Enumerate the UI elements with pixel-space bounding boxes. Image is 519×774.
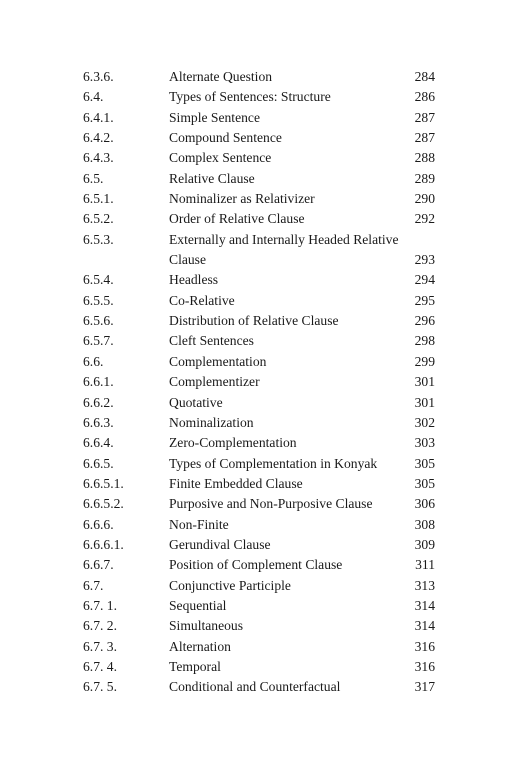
- section-number: 6.5.3.: [83, 231, 114, 247]
- page-number: 302: [414, 414, 435, 430]
- section-number: 6.6.6.: [83, 516, 114, 532]
- toc-entry: [83, 535, 443, 555]
- toc-entry: [83, 270, 443, 290]
- toc-entry: [83, 87, 443, 107]
- toc-entry: [83, 393, 443, 413]
- page-number: 309: [414, 536, 435, 552]
- section-title: Complementizer: [169, 374, 260, 390]
- section-title: Alternation: [169, 638, 231, 654]
- toc-entry: [83, 555, 443, 575]
- section-title: Types of Complementation in Konyak: [169, 455, 378, 471]
- section-title: Conjunctive Participle: [169, 577, 291, 593]
- section-title: Simultaneous: [169, 618, 244, 634]
- toc-entry: [83, 677, 443, 697]
- section-number: 6.5.7.: [83, 333, 114, 349]
- page-number: 303: [414, 435, 435, 451]
- section-title: Sequential: [169, 597, 227, 613]
- page-number: 288: [414, 150, 435, 166]
- page-number: 287: [414, 130, 435, 146]
- section-title: Distribution of Relative Clause: [169, 313, 339, 329]
- section-title: Types of Sentences: Structure: [169, 89, 331, 105]
- section-number: 6.7. 1.: [83, 597, 117, 613]
- section-title: Nominalizer as Relativizer: [169, 191, 315, 207]
- section-title: Temporal: [169, 658, 221, 674]
- section-title: Co-Relative: [169, 292, 235, 308]
- section-title: Order of Relative Clause: [169, 211, 305, 227]
- toc-entry: [83, 67, 443, 87]
- page-number: 287: [414, 109, 435, 125]
- toc-entry: [83, 230, 443, 271]
- page-number: 306: [414, 496, 435, 512]
- toc-entry: [83, 148, 443, 168]
- page-number: 284: [414, 69, 435, 84]
- section-title: Alternate Question: [169, 69, 273, 84]
- section-title: Headless: [169, 272, 219, 288]
- section-title: Nominalization: [169, 414, 254, 430]
- section-number: 6.6.2.: [83, 394, 114, 410]
- toc-entry: [83, 352, 443, 372]
- toc-entry: [83, 372, 443, 392]
- toc-entry: [83, 189, 443, 209]
- toc-entry: [83, 576, 443, 596]
- section-title: Purposive and Non-Purposive Clause: [169, 496, 373, 512]
- page-number: 305: [414, 475, 435, 491]
- section-number: 6.6.5.2.: [83, 496, 124, 512]
- page-number: 316: [414, 638, 435, 654]
- section-number: 6.6.5.1.: [83, 475, 124, 491]
- toc-entry: [83, 331, 443, 351]
- section-number: 6.6.5.: [83, 455, 114, 471]
- section-number: 6.6.4.: [83, 435, 114, 451]
- page-number: 292: [414, 211, 435, 227]
- section-number: 6.5.4.: [83, 272, 114, 288]
- page-number: 313: [414, 577, 435, 593]
- section-number: 6.4.: [83, 89, 104, 105]
- toc-entry: [83, 494, 443, 514]
- page-number: 286: [414, 89, 435, 105]
- section-number: 6.7.: [83, 577, 104, 593]
- page-number: 295: [414, 292, 435, 308]
- section-title: Complex Sentence: [169, 150, 272, 166]
- toc-entry: [83, 596, 443, 616]
- toc-entry: [83, 413, 443, 433]
- toc-entry: [83, 128, 443, 148]
- page-number: 311: [415, 557, 435, 573]
- page-number: 293: [414, 252, 435, 268]
- page-number: 296: [414, 313, 435, 329]
- toc-entry: [83, 169, 443, 189]
- section-title: Gerundival Clause: [169, 536, 271, 552]
- page-number: 299: [414, 353, 435, 369]
- section-number: 6.6.7.: [83, 557, 114, 573]
- section-title: Position of Complement Clause: [169, 557, 343, 573]
- page-number: 301: [414, 374, 435, 390]
- section-number: 6.7. 4.: [83, 658, 117, 674]
- section-number: 6.7. 3.: [83, 638, 117, 654]
- toc-entry: [83, 637, 443, 657]
- toc-entry: [83, 433, 443, 453]
- section-number: 6.5.1.: [83, 191, 114, 207]
- toc-entry: [83, 454, 443, 474]
- section-number: 6.3.6.: [83, 69, 114, 84]
- section-number: 6.7. 5.: [83, 679, 117, 695]
- toc-entry: [83, 291, 443, 311]
- table-of-contents: [83, 67, 443, 698]
- section-number: 6.4.3.: [83, 150, 114, 166]
- page-number: 314: [414, 618, 435, 634]
- section-number: 6.5.6.: [83, 313, 114, 329]
- section-title: Quotative: [169, 394, 223, 410]
- section-title: Relative Clause: [169, 170, 255, 186]
- section-number: 6.5.5.: [83, 292, 114, 308]
- section-title: Cleft Sentences: [169, 333, 254, 349]
- section-title: Compound Sentence: [169, 130, 282, 146]
- section-number: 6.6.: [83, 353, 104, 369]
- toc-entry: [83, 311, 443, 331]
- toc-entry: [83, 209, 443, 229]
- toc-entry: [83, 616, 443, 636]
- toc-entry: [83, 474, 443, 494]
- section-title: Externally and Internally Headed Relative Clause: [169, 231, 399, 268]
- page-number: 308: [414, 516, 435, 532]
- section-number: 6.5.2.: [83, 211, 114, 227]
- section-title: Finite Embedded Clause: [169, 475, 303, 491]
- page-number: 298: [414, 333, 435, 349]
- section-number: 6.6.6.1.: [83, 536, 124, 552]
- page-number: 316: [414, 658, 435, 674]
- section-number: 6.4.1.: [83, 109, 114, 125]
- section-title: Non-Finite: [169, 516, 229, 532]
- page-number: 301: [414, 394, 435, 410]
- section-title: Simple Sentence: [169, 109, 260, 125]
- section-number: 6.6.3.: [83, 414, 114, 430]
- page-number: 314: [414, 597, 435, 613]
- page-number: 290: [414, 191, 435, 207]
- toc-entry: [83, 108, 443, 128]
- page-number: 289: [414, 170, 435, 186]
- section-number: 6.7. 2.: [83, 618, 117, 634]
- section-title: Conditional and Counterfactual: [169, 679, 341, 695]
- page-number: 317: [414, 679, 435, 695]
- section-number: 6.4.2.: [83, 130, 114, 146]
- section-number: 6.6.1.: [83, 374, 114, 390]
- section-number: 6.5.: [83, 170, 104, 186]
- page-number: 305: [414, 455, 435, 471]
- section-title: Complementation: [169, 353, 267, 369]
- section-title: Zero-Complementation: [169, 435, 297, 451]
- toc-entry: [83, 657, 443, 677]
- toc-entry: [83, 515, 443, 535]
- page-number: 294: [414, 272, 435, 288]
